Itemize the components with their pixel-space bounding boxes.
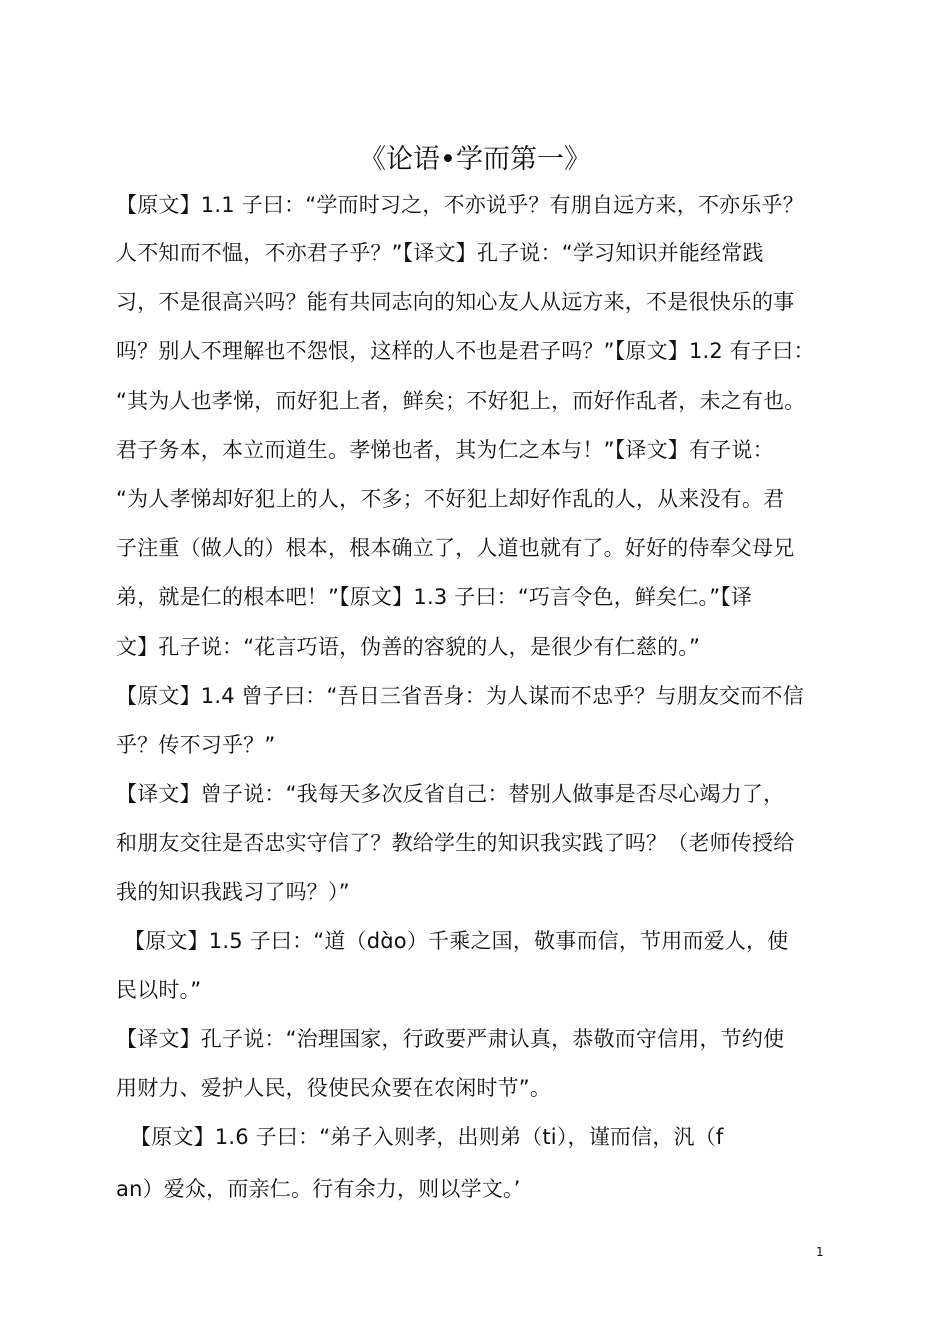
text-line: 君子务本，本立而道生。孝悌也者，其为仁之本与！”【译文】有子说： bbox=[116, 438, 774, 462]
text-line: “其为人也孝悌，而好犯上者，鲜矣；不好犯上，而好作乱者，未之有也。 bbox=[116, 389, 806, 413]
text-line: 【原文】1.1 子曰：“学而时习之，不亦说乎？有朋自远方来，不亦乐乎？ bbox=[116, 193, 804, 217]
page-number: 1 bbox=[816, 1245, 824, 1259]
text-line: 【原文】1.4 曾子曰：“吾日三省吾身：为人谋而不忠乎？与朋友交而不信 bbox=[116, 684, 804, 708]
text-line: 文】孔子说：“花言巧语，伪善的容貌的人，是很少有仁慈的。” bbox=[116, 635, 701, 659]
text-line: 用财力、爱护人民，役使民众要在农闲时节”。 bbox=[116, 1076, 552, 1100]
text-line: 习，不是很高兴吗？能有共同志向的知心友人从远方来，不是很快乐的事 bbox=[116, 290, 795, 314]
text-line: 人不知而不愠，不亦君子乎？”【译文】孔子说：“学习知识并能经常践 bbox=[116, 241, 764, 265]
text-line: 和朋友交往是否忠实守信了？教给学生的知识我实践了吗？（老师传授给 bbox=[116, 831, 795, 855]
text-line: 【译文】曾子说：“我每天多次反省自己：替别人做事是否尽心竭力了， bbox=[116, 782, 785, 806]
text-line: “为人孝悌却好犯上的人，不多；不好犯上却好作乱的人，从来没有。君 bbox=[116, 487, 785, 511]
text-line: 【原文】1.6 子曰：“弟子入则孝，出则弟（ti），谨而信，汎（f bbox=[130, 1125, 724, 1149]
text-line: 弟，就是仁的根本吧！”【原文】1.3 子曰：“巧言令色，鲜矣仁。”【译 bbox=[116, 585, 753, 609]
text-line: 乎？传不习乎？” bbox=[116, 733, 276, 757]
text-line: 吗？别人不理解也不怨恨，这样的人不也是君子吗？”【原文】1.2 有子曰： bbox=[116, 339, 815, 363]
text-line: 我的知识我践习了吗？）” bbox=[116, 880, 350, 904]
document-title: 《论语•学而第一》 bbox=[359, 144, 591, 175]
text-line: 【原文】1.5 子曰：“道（dɑ̀o）千乘之国，敬事而信，节用而爱人，使 bbox=[124, 929, 789, 953]
text-line: an）爱众，而亲仁。行有余力，则以学文。’ bbox=[116, 1177, 521, 1201]
text-line: 民以时。” bbox=[116, 978, 202, 1002]
text-line: 子注重（做人的）根本，根本确立了，人道也就有了。好好的侍奉父母兄 bbox=[116, 536, 795, 560]
text-line: 【译文】孔子说：“治理国家，行政要严肃认真，恭敬而守信用，节约使 bbox=[116, 1027, 785, 1051]
